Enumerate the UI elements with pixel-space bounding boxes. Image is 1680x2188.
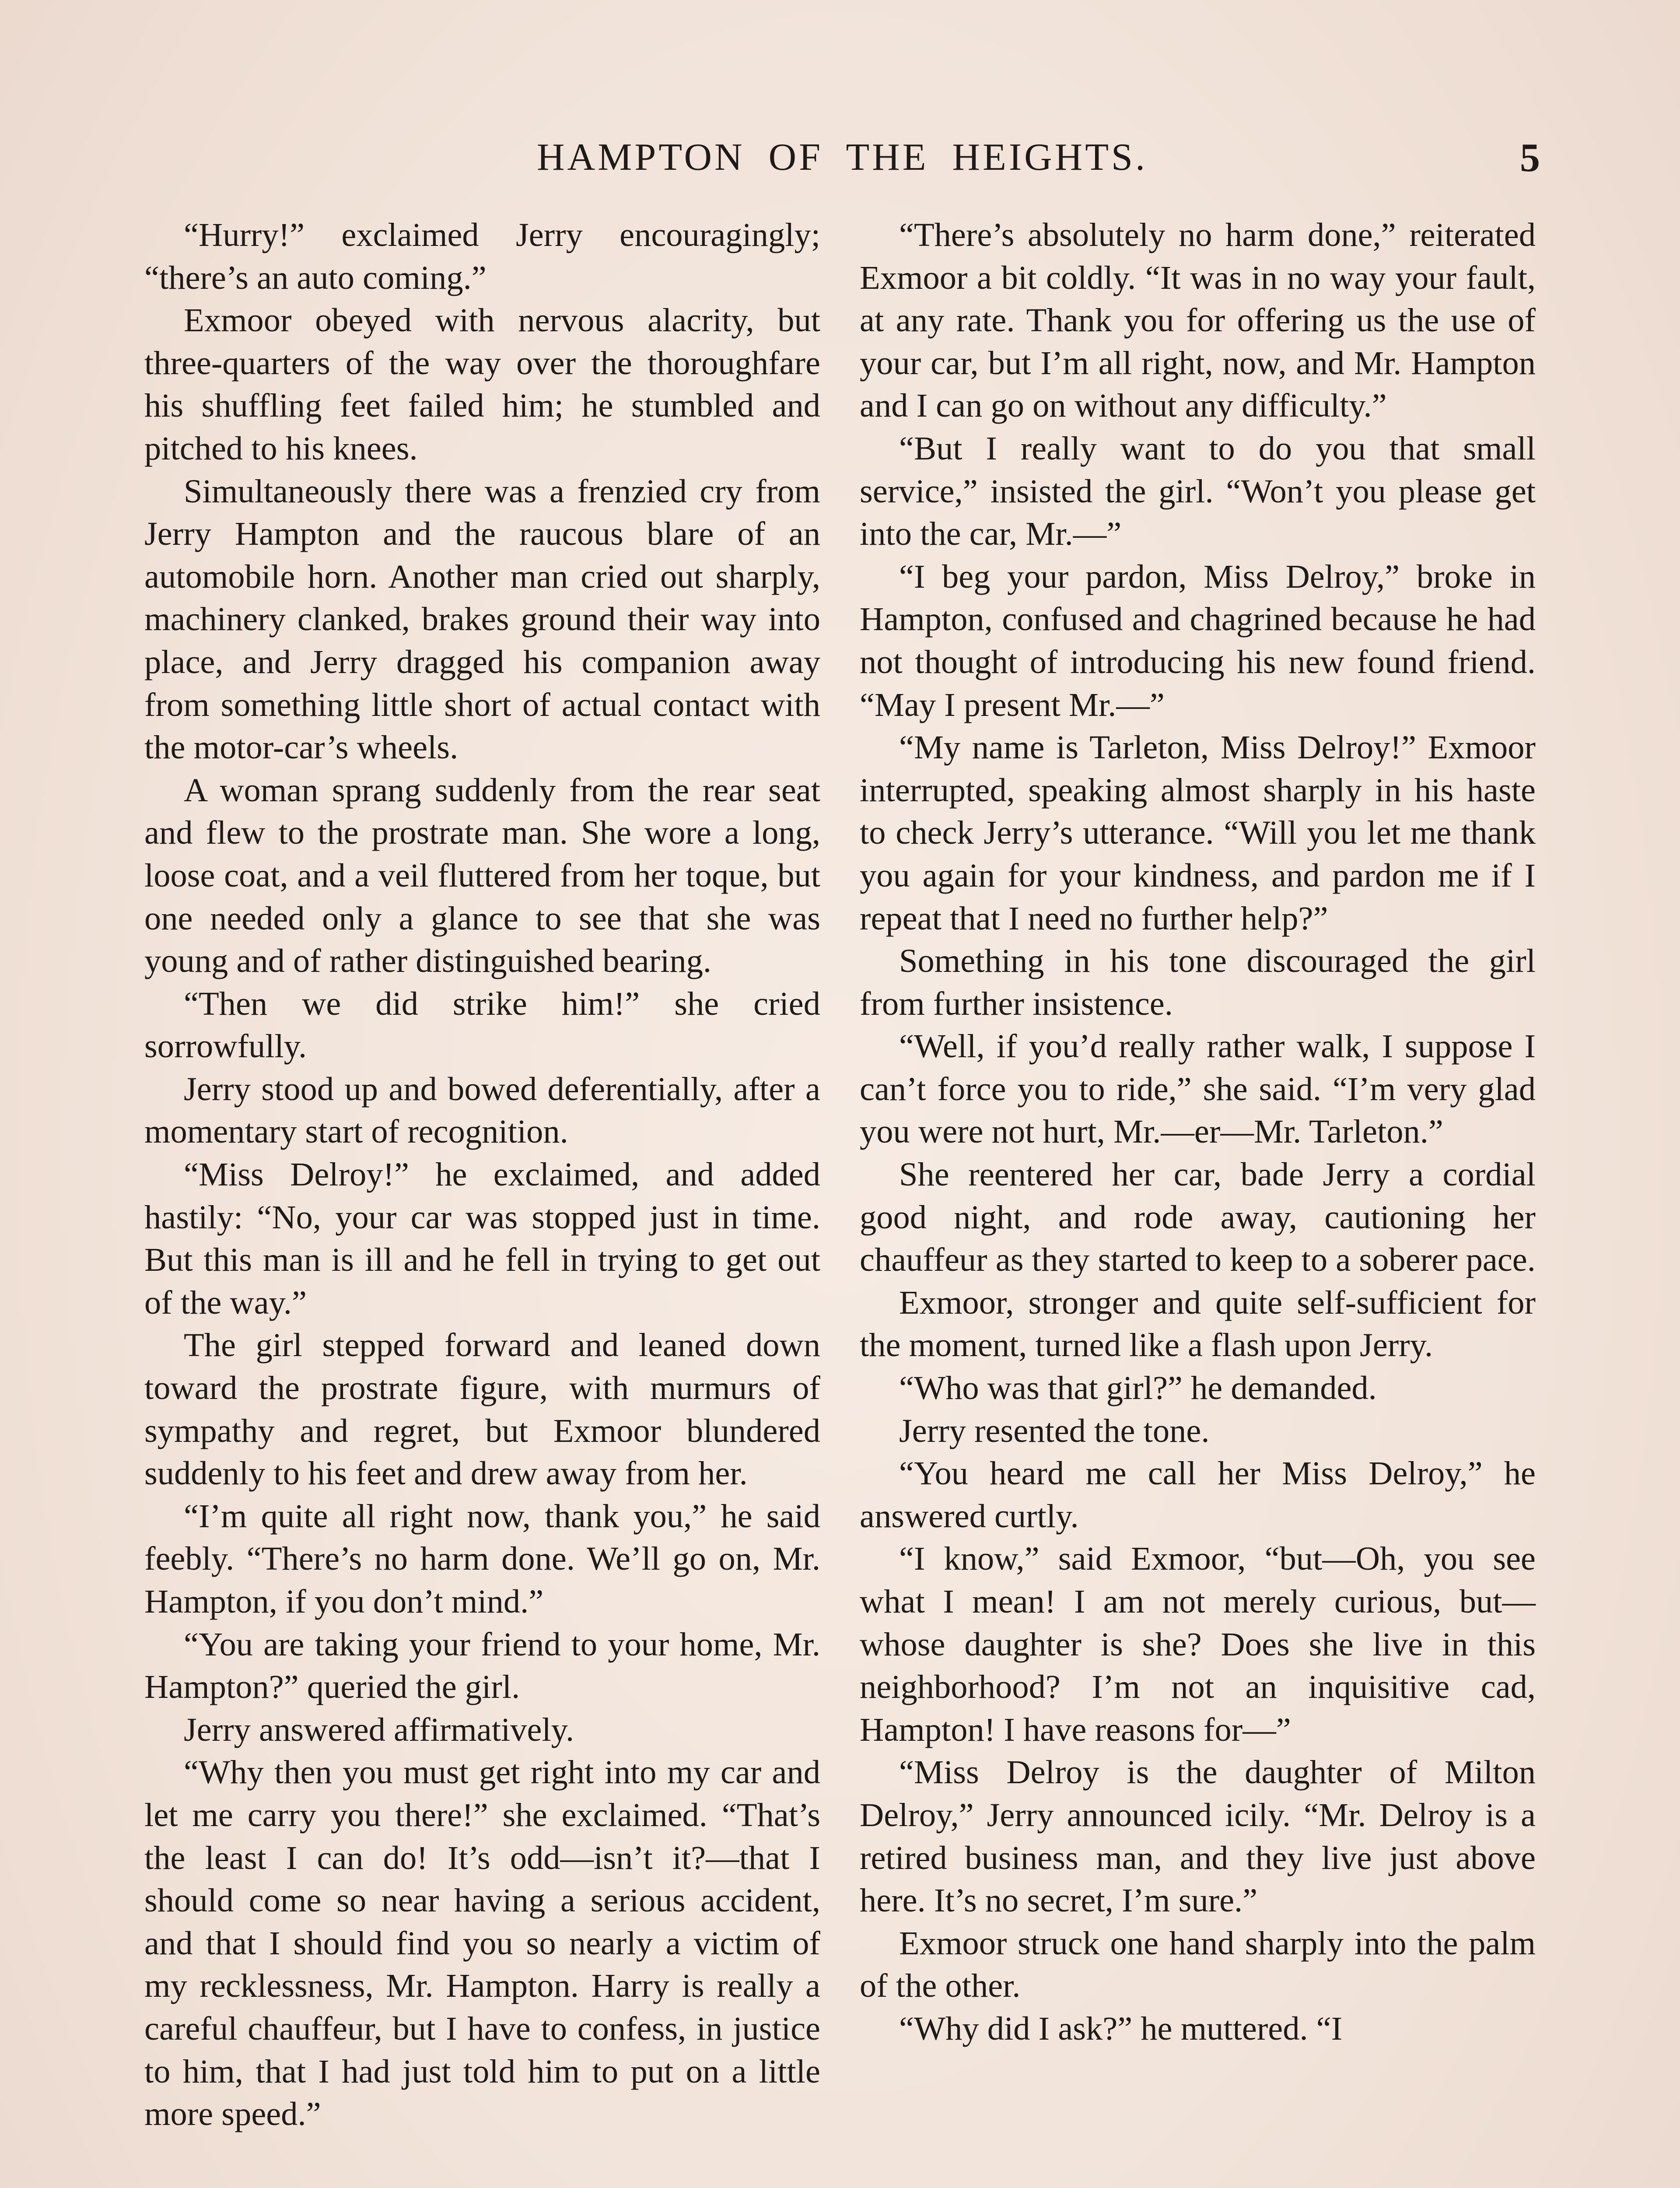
paragraph: Exmoor, stronger and quite self-sufficient for the moment, turned like a flash upon Jerry. [860,1283,1536,1364]
paragraph: “Miss Delroy is the daughter of Milton Delroy,” Jerry announced icily. “Mr. Delroy is a retired business man, and they live just above here. It’s no secret, I’m sure.” [860,1753,1536,1919]
paragraph: Exmoor obeyed with nervous alacrity, but three-quarters of the way over the thoroughfare his shuffling feet failed him; he stumbled and pitched to his knees. [144,302,820,467]
paragraph: Jerry resented the tone. [899,1412,1210,1449]
paragraph: Jerry stood up and bowed deferentially, after a momentary start of recognition. [144,1070,820,1150]
paragraph: “I know,” said Exmoor, “but—Oh, you see what I mean! I am not merely curious, but—whose daughter is she? Does she live in this neighborhood? I’m not an inquisitive cad, Hampton! I have reasons for—” [860,1540,1536,1748]
paragraph: Exmoor struck one hand sharply into the palm of the other. [860,1924,1536,2005]
paragraph: “I’m quite all right now, thank you,” he said feebly. “There’s no harm done. We’ll go on, Mr. Hampton, if you don’t mind.” [144,1497,820,1620]
paragraph: “My name is Tarleton, Miss Delroy!” Exmoor interrupted, speaking almost sharply in his haste to check Jerry’s utterance. “Will you let me thank you again for your kindness, and pardon me if I repeat that I need no further help?” [860,729,1536,937]
left-column [144,214,820,2135]
paragraph: “But I really want to do you that small service,” insisted the girl. “Won’t you please get into the car, Mr.—” [860,429,1536,553]
paragraph: “I beg your pardon, Miss Delroy,” broke in Hampton, confused and chagrined because he had not thought of introducing his new found friend. “May I present Mr.—” [860,558,1536,723]
paragraph: “Who was that girl?” he demanded. [899,1369,1377,1407]
paragraph: “Hurry!” exclaimed Jerry encouragingly; “there’s an auto coming.” [144,216,820,296]
paragraph: “Well, if you’d really rather walk, I suppose I can’t force you to ride,” she said. “I’m very glad you were not hurt, Mr.—er—Mr. Tarleton.” [860,1027,1536,1150]
page-header [144,125,1540,190]
paragraph: Something in his tone discouraged the girl from further insistence. [860,942,1536,1022]
paragraph: A woman sprang suddenly from the rear seat and flew to the prostrate man. She wore a long, loose coat, and a veil fluttered from her toque, but one needed only a glance to see that she was young and of rather distinguished bearing. [144,771,820,980]
paragraph: “Then we did strike him!” she cried sorrowfully. [144,985,820,1065]
right-column [860,214,1536,2050]
paragraph: “Miss Delroy!” he exclaimed, and added hastily: “No, your car was stopped just in time. But this man is ill and he fell in trying to get out of the way.” [144,1156,820,1321]
paragraph: “Why did I ask?” he muttered. “I [899,2009,1343,2047]
paragraph: Simultaneously there was a frenzied cry from Jerry Hampton and the raucous blare of an automobile horn. Another man cried out sharply, machinery clanked, brakes ground their way into place, and Jerry dragged his companion away from something little short of actual contact with the motor-car’s wheels. [144,472,820,766]
paragraph: “Why then you must get right into my car and let me carry you there!” she exclaimed. “That’s the least I can do! It’s odd—isn’t it?—that I should come so near having a serious accident, and that I should find you so nearly a victim of my recklessness, Mr. Hampton. Harry is really a careful chauffeur, but I have to confess, in justice to him, that I had just told him to put on a little more speed.” [144,1753,820,2133]
paragraph: Jerry answered affirmatively. [184,1711,574,1748]
paragraph: “You are taking your friend to your home, Mr. Hampton?” queried the girl. [144,1625,820,1706]
paragraph: She reentered her car, bade Jerry a cordial good night, and rode away, cautioning her chauffeur as they started to keep to a soberer pace. [860,1156,1536,1279]
paragraph: “There’s absolutely no harm done,” reiterated Exmoor a bit coldly. “It was in no way your fault, at any rate. Thank you for offering us the use of your car, but I’m all right, now, and Mr. Hampton and I can go on without any difficulty.” [860,216,1536,424]
running-title: HAMPTON OF THE HEIGHTS. [537,136,1148,179]
page-number: 5 [1520,135,1540,180]
paragraph: “You heard me call her Miss Delroy,” he answered curtly. [860,1455,1536,1535]
paragraph: The girl stepped forward and leaned down toward the prostrate figure, with murmurs of sympathy and regret, but Exmoor blundered suddenly to his feet and drew away from her. [144,1326,820,1492]
